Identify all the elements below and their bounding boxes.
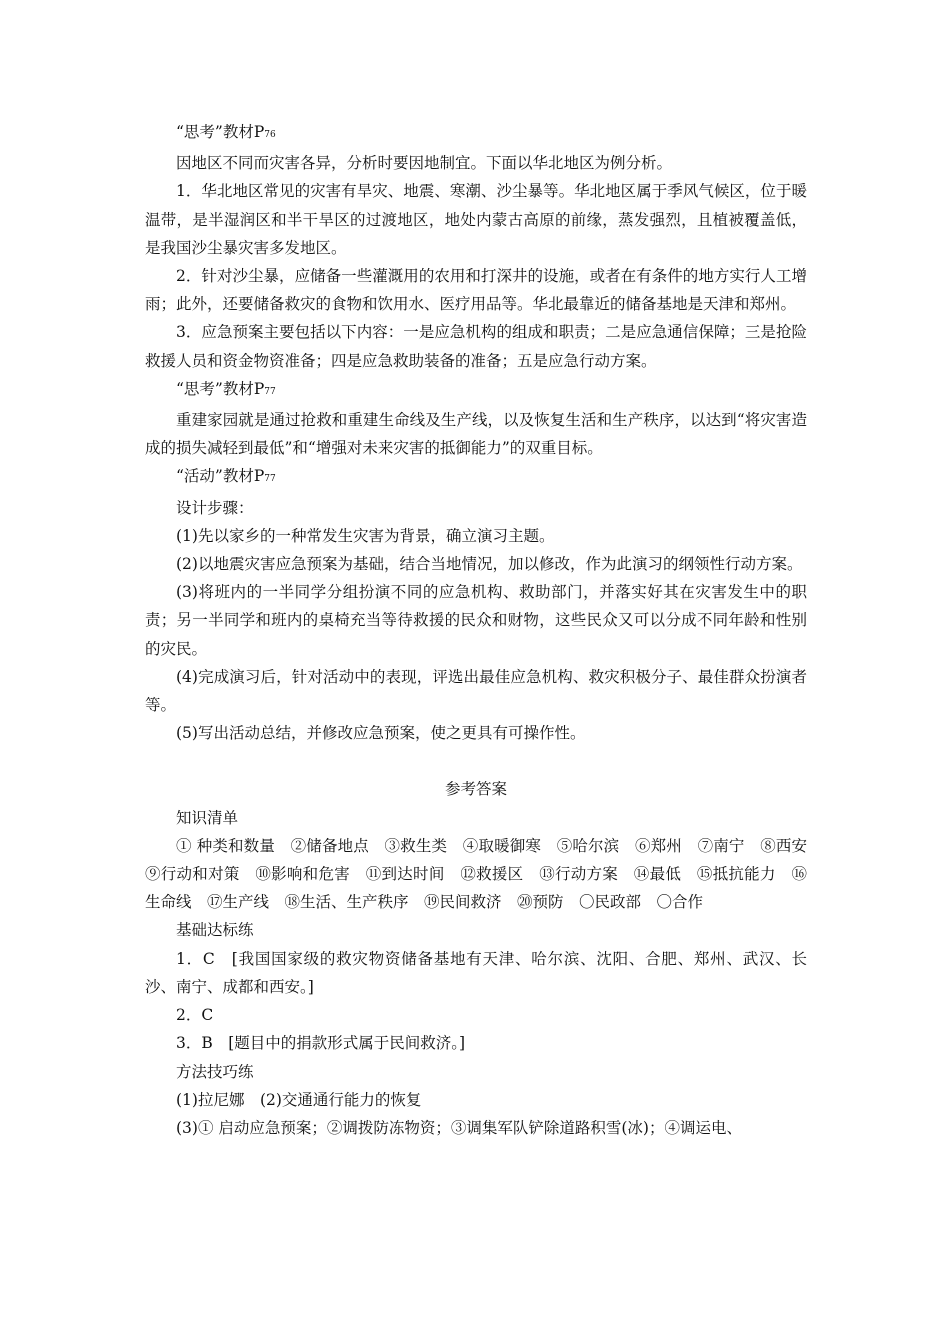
basic-answer-2: 2．C bbox=[176, 1006, 214, 1025]
paragraph-item-3: 3．应急预案主要包括以下内容：一是应急机构的组成和职责；二是应急通信保障；三是抢险救援人员和资金物资准备；四是应急救助装备的准备；五是应急行动方案。 bbox=[145, 323, 807, 370]
basic-answer-3: 3．B [题目中的捐款形式属于民间救济。] bbox=[176, 1034, 466, 1053]
step-4: (4)完成演习后，针对活动中的表现，评选出最佳应急机构、救灾积极分子、最佳群众扮演者等。 bbox=[145, 667, 807, 715]
steps-title: 设计步骤： bbox=[176, 498, 254, 517]
heading-text: “思考”教材P bbox=[176, 123, 265, 141]
section-heading-activity-p77 bbox=[145, 462, 807, 493]
heading-text: “活动”教材P bbox=[176, 467, 265, 486]
paragraph-intro: 因地区不同而灾害各异，分析时要因地制宜。下面以华北地区为例分析。 bbox=[176, 154, 673, 173]
method-answer-2: (3)① 启动应急预案；②调拨防冻物资；③调集军队铲除道路积雪(冰)；④调运电、 bbox=[176, 1118, 742, 1137]
paragraph-item-1: 1．华北地区常见的灾害有旱灾、地震、寒潮、沙尘暴等。华北地区属于季风气候区，位于暖温带，是半湿润区和半干旱区的过渡地区，地处内蒙古高原的前缘，蒸发强烈，且植被覆盖低，是我国沙尘暴灾害多发地区。 bbox=[145, 182, 807, 257]
paragraph-rebuild: 重建家园就是通过抢救和重建生命线及生产线，以及恢复生活和生产秩序，以达到“将灾害造成的损失减轻到最低”和“增强对未来灾害的抵御能力”的双重目标。 bbox=[145, 411, 807, 458]
step-1: (1)先以家乡的一种常发生灾害为背景，确立演习主题。 bbox=[176, 526, 555, 545]
knowledge-title: 知识清单 bbox=[176, 808, 239, 827]
page-number-subscript: 76 bbox=[264, 130, 276, 140]
paragraph-item-2: 2．针对沙尘暴，应储备一些灌溉用的农用和打深井的设施，或者在有条件的地方实行人工增雨；此外，还要储备救灾的食物和饮用水、医疗用品等。华北最靠近的储备基地是天津和郑州。 bbox=[145, 267, 807, 314]
answers-title: 参考答案 bbox=[444, 780, 507, 799]
section-heading-think-p77 bbox=[145, 375, 807, 406]
heading-text: “思考”教材P bbox=[176, 379, 265, 398]
step-3: (3)将班内的一半同学分组扮演不同的应急机构、救助部门，并落实好其在灾害发生中的职责；另一半同学和班内的桌椅充当等待救援的民众和财物，这些民众又可以分成不同年龄和性别的灾民。 bbox=[145, 583, 807, 658]
basic-answer-1: 1．C [我国国家级的救灾物资储备基地有天津、哈尔滨、沈阳、合肥、郑州、武汉、长沙、南宁、成都和西安。] bbox=[145, 949, 807, 996]
page-number-subscript: 77 bbox=[264, 474, 276, 485]
document-page bbox=[145, 118, 823, 1142]
section-heading-think-p76 bbox=[145, 118, 807, 149]
basic-title: 基础达标练 bbox=[176, 921, 254, 940]
step-5: (5)写出活动总结，并修改应急预案，使之更具有可操作性。 bbox=[176, 724, 586, 743]
knowledge-list: ① 种类和数量 ②储备地点 ③救生类 ④取暖御寒 ⑤哈尔滨 ⑥郑州 ⑦南宁 ⑧西安 ⑨行动和对策 ⑩影响和危害 ⑪到达时间 ⑫救援区 ⑬行动方案 ⑭最低 ⑮抵抗能力 ⑯生命线 ⑰生产线 ⑱生活、生产秩序 ⑲民间救济 ⑳预防 〇民政部 〇合作 bbox=[145, 836, 823, 912]
page-number-subscript: 77 bbox=[264, 386, 276, 397]
step-2: (2)以地震灾害应急预案为基础，结合当地情况，加以修改，作为此演习的纲领性行动方案。 bbox=[176, 555, 803, 574]
method-title: 方法技巧练 bbox=[176, 1062, 254, 1081]
method-answer-1: (1)拉尼娜 (2)交通通行能力的恢复 bbox=[176, 1090, 422, 1109]
